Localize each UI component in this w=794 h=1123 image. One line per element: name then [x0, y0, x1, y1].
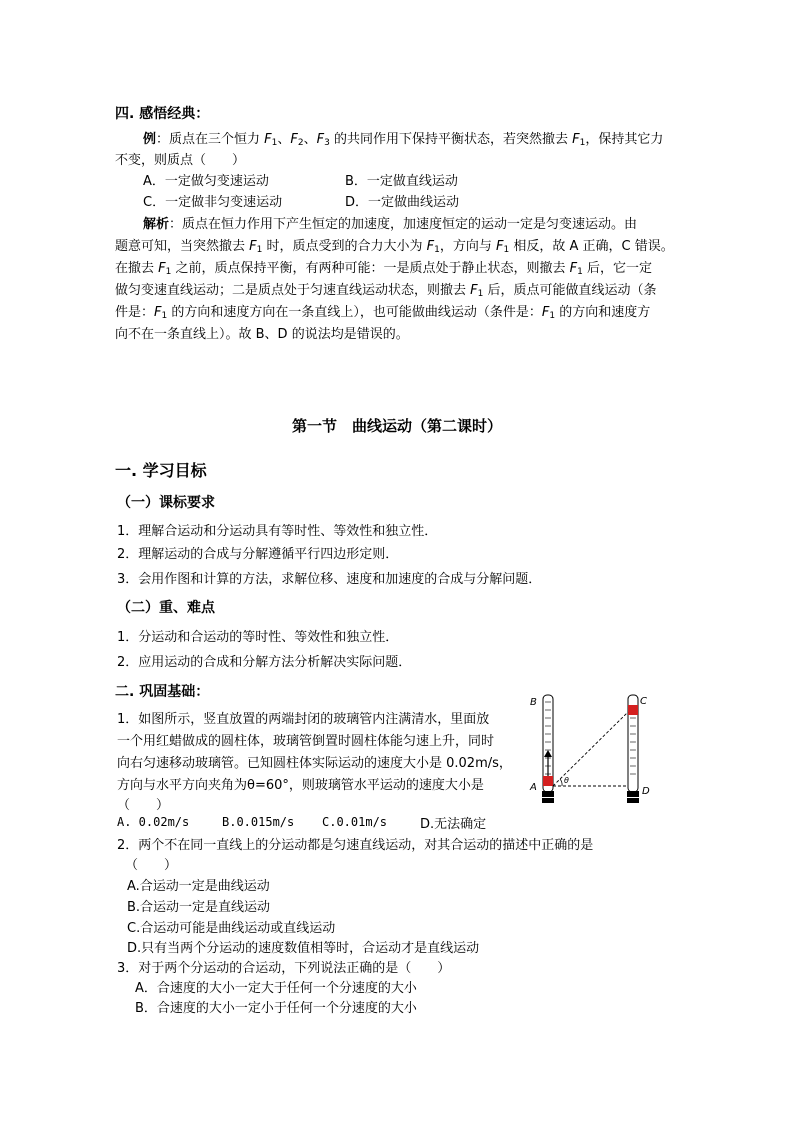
option-C: C．一定做非匀变速运动: [143, 195, 283, 210]
example-label: 例: [143, 132, 157, 147]
q1-option-B: B.0.015m/s: [222, 815, 295, 829]
option-B: B．一定做直线运动: [345, 174, 458, 189]
q3-option: A．合速度的大小一定大于任何一个分速度的大小: [135, 981, 417, 996]
analysis-line-1: 解析：质点在恒力作用下产生恒定的加速度，加速度恒定的运动一定是匀变速运动。由: [143, 217, 638, 232]
q1-line: 1．如图所示，竖直放置的两端封闭的玻璃管内注满清水，里面放: [117, 712, 490, 727]
label-A: A: [530, 782, 537, 793]
basics-heading: 二. 巩固基础：: [115, 684, 210, 700]
goals-sub1: （一）课标要求: [117, 495, 215, 511]
q3-line: 3．对于两个分运动的合运动，下列说法正确的是（ ）: [117, 961, 451, 976]
example-line-1: 例：质点在三个恒力 $F_1$、$F_2$、$F_3$ 的共同作用下保持平衡状态，若突然撤去 $F_1$，保持其它力: [143, 132, 664, 148]
option-D: D．一定做曲线运动: [345, 195, 460, 210]
lesson-title: 第一节 曲线运动（第二课时）: [291, 417, 502, 435]
right-tube: [627, 695, 639, 803]
q3-option: B．合速度的大小一定小于任何一个分速度的大小: [135, 1001, 417, 1016]
wax-cylinder-top: [628, 705, 638, 715]
goal-item: 2．理解运动的合成与分解遵循平行四边形定则．: [117, 547, 399, 562]
label-D: D: [642, 786, 650, 797]
label-B: B: [530, 697, 537, 708]
analysis-line-2: 题意可知，当突然撤去 $F_1$ 时，质点受到的合力大小为 $F_1$，方向与 $F_1$ 相反，故 A 正确，C 错误。: [115, 239, 674, 255]
analysis-line-6: 向不在一条直线上）。故 B、D 的说法均是错误的。: [115, 327, 409, 342]
example-line-2: 不变，则质点（ ）: [115, 153, 246, 168]
q2-option: B.合运动一定是直线运动: [127, 900, 271, 915]
q2-option: A.合运动一定是曲线运动: [127, 879, 270, 894]
q1-line: （ ）: [117, 798, 170, 813]
q2-line-1: 2．两个不在同一直线上的分运动都是匀速直线运动，对其合运动的描述中正确的是: [117, 838, 594, 853]
analysis-line-5: 件是：$F_1$ 的方向和速度方向在一条直线上），也可能做曲线运动（条件是：$F_1$ 的方向和速度方: [115, 305, 651, 321]
q1-line: 向右匀速移动玻璃管。已知圆柱体实际运动的速度大小是 0.02m/s，: [117, 756, 512, 771]
goals-heading: 一. 学习目标: [115, 461, 207, 480]
q2-line-2: （ ）: [125, 858, 178, 873]
goals-sub2: （二）重、难点: [117, 600, 215, 616]
goal-item: 1．分运动和合运动的等时性、等效性和独立性．: [117, 630, 399, 645]
q2-option: D.只有当两个分运动的速度数值相等时，合运动才是直线运动: [127, 941, 480, 956]
q1-option-A: A. 0.02m/s: [117, 815, 190, 829]
label-C: C: [640, 696, 647, 707]
glass-tube-figure: [526, 690, 656, 805]
wax-cylinder-bottom: [543, 776, 553, 786]
q1-option-C: C.0.01m/s: [322, 815, 388, 829]
analysis-line-3: 在撤去 $F_1$ 之前，质点保持平衡，有两种可能：一是质点处于静止状态，则撤去 $F_1$ 后，它一定: [115, 261, 652, 277]
label-theta: θ: [564, 776, 569, 785]
section4-heading: 四. 感悟经典：: [115, 106, 210, 122]
goal-item: 3．会用作图和计算的方法，求解位移、速度和加速度的合成与分解问题．: [117, 572, 542, 587]
q1-line: 方向与水平方向夹角为θ=60°，则玻璃管水平运动的速度大小是: [117, 778, 484, 793]
q1-option-D: D.无法确定: [420, 817, 487, 832]
analysis-label: 解析: [143, 217, 170, 232]
q1-line: 一个用红蜡做成的圆柱体，玻璃管倒置时圆柱体能匀速上升，同时: [117, 734, 495, 749]
analysis-line-4: 做匀变速直线运动；二是质点处于匀速直线运动状态，则撤去 $F_1$ 后，质点可能做直线运动（条: [115, 283, 657, 299]
left-tube: [542, 695, 554, 803]
q2-option: C.合运动可能是曲线运动或直线运动: [127, 921, 336, 936]
goal-item: 1．理解合运动和分运动具有等时性、等效性和独立性．: [117, 524, 438, 539]
option-A: A．一定做匀变速运动: [143, 174, 269, 189]
goal-item: 2．应用运动的合成和分解方法分析解决实际问题．: [117, 655, 412, 670]
example-text: ：质点在三个恒力: [156, 132, 265, 147]
